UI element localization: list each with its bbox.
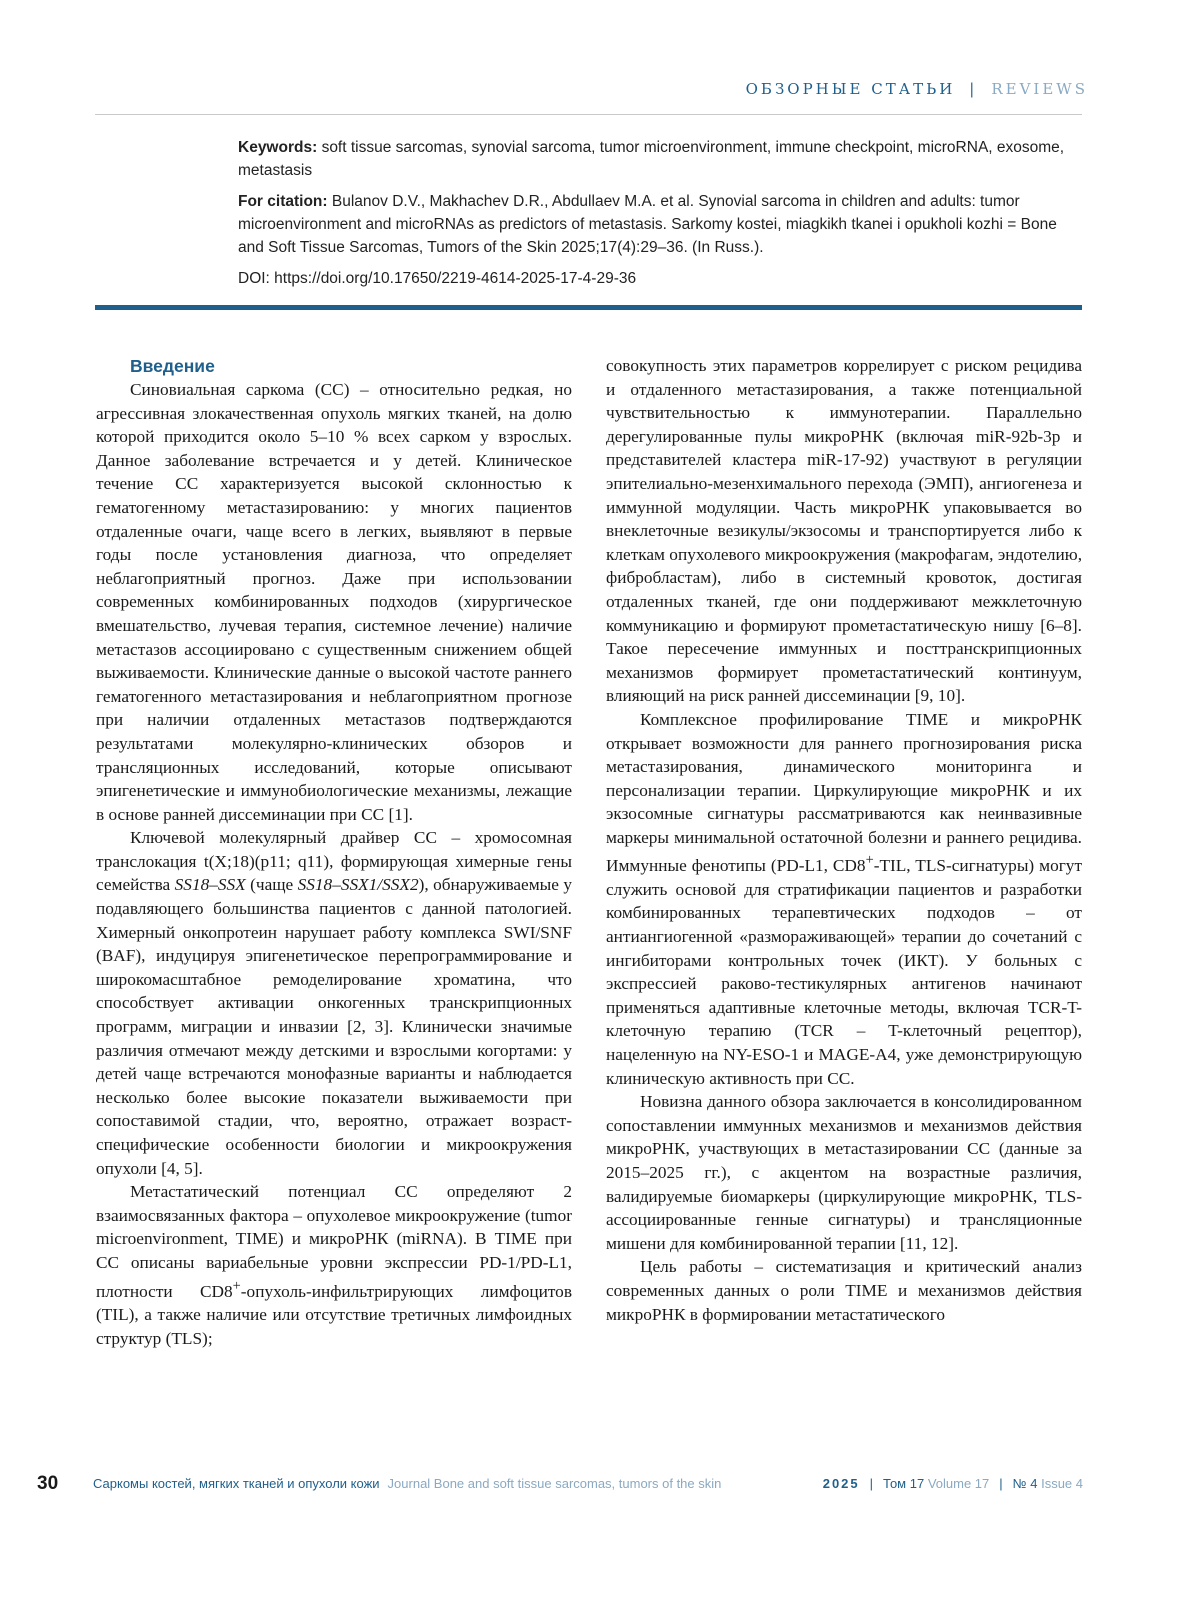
paragraph: Цель работы – систематизация и критический анализ современных данных о роли TIME и механизмов действия микроРНК в формировании метастатического	[606, 1257, 1082, 1324]
paragraph: Комплексное профилирование TIME и микроРНК открывает возможности для раннего прогнозирования риска метастазирования, динамического мониторинга и персонализации терапии. Циркулирующие микроРНК и их экзосомные сигнатуры рассматриваются как неинвазивные маркеры минимальной остаточной болезни и раннего рецидива. Иммунные фенотипы (PD-L1, CD8+-TIL, TLS-сигнатуры) могут служить основой для стратификации пациентов и разработки комбинированных терапевтических подходов – от антиангиогенной «размораживающей» терапии до сочетаний с ингибиторами контрольных точек (ИКТ). У больных с экспрессией раково-тестикулярных антигенов начинают применяться адаптивные клеточные методы, включая TCR-T-клеточную терапию (TCR – T-клеточный рецептор), нацеленную на NY-ESO-1 и MAGE-A4, уже демонстрирующую клиническую активность при СС.	[606, 709, 1082, 1088]
paragraph: Синовиальная саркома (СС) – относительно редкая, но агрессивная злокачественная опухоль мягких тканей, на долю которой приходится около 5–10 % всех сарком у взрослых. Данное заболевание встречается и у детей. Клиническое течение СС характеризуется высокой склонностью к гематогенному метастазированию: у многих пациентов отдаленные очаги, чаще всего в легких, выявляют в первые годы после установления диагноза, что определяет неблагоприятный прогноз. Даже при использовании современных комбинированных подходов (хирургическое вмешательство, лучевая терапия, системное лечение) наличие метастазов ассоциировано с существенным снижением общей выживаемости. Клинические данные о высокой частоте раннего гематогенного метастазирования и неблагоприятном прогнозе при наличии отдаленных метастазов подтверждаются результатами молекулярно-клинических обзоров и трансляционных исследований, которые описывают эпигенетические и иммунобиологические механизмы, лежащие в основе ранней диссеминации при СС [1].	[96, 380, 572, 824]
header-separator: |	[969, 80, 978, 98]
gene-name: SS18–SSX1/SSX2	[297, 875, 419, 895]
footer-separator: |	[869, 1476, 874, 1491]
paragraph: Новизна данного обзора заключается в консолидированном сопоставлении иммунных механизмов и механизмов действия микроРНК, участвующих в метастазировании СС (данные за 2015–2025 гг.), с акцентом на возрастные различия, валидируемые биомаркеры (циркулирующие микроРНК, TLS-ассоциированные генные сигнатуры) и трансляционные мишени для комбинированной терапии [11, 12].	[606, 1092, 1082, 1253]
keywords-label: Keywords:	[238, 139, 318, 156]
journal-title	[93, 1476, 721, 1491]
issue-year: 2025	[822, 1476, 860, 1491]
section-heading-introduction: Введение	[130, 356, 215, 376]
journal-title-ru: Саркомы костей, мягких тканей и опухоли кожи	[93, 1476, 380, 1491]
meta-rule	[95, 305, 1082, 310]
volume-en: Volume 17	[927, 1476, 990, 1491]
volume-ru: Том 17	[883, 1476, 925, 1491]
paragraph: Ключевой молекулярный драйвер СС – хромосомная транслокация t(X;18)(p11; q11), формирующая химерные гены семейства SS18–SSX (чаще SS18–SSX1/SSX2), обнаруживаемые у подавляющего большинства пациентов с данной патологией. Химерный онкопротеин нарушает работу комплекса SWI/SNF (BAF), индуцируя эпигенетическое перепрограммирование и широкомасштабное ремоделирование хроматина, что способствует активации онкогенных транскрипционных программ, миграции и инвазии [2, 3]. Клинически значимые различия отмечают между детскими и взрослыми когортами: у детей чаще встречаются монофазные варианты и наблюдается несколько более высокие показатели выживаемости при сопоставимой стадии, что, вероятно, отражает возраст-специфические особенности биологии и микроокружения опухоли [4, 5].	[96, 828, 572, 1178]
issue-info	[823, 1476, 1083, 1491]
journal-title-en: Journal Bone and soft tissue sarcomas, tumors of the skin	[387, 1476, 722, 1491]
keywords-text: soft tissue sarcomas, synovial sarcoma, tumor microenvironment, immune checkpoint, microRNA, exosome, metastasis	[238, 139, 1065, 179]
paragraph-continued: совокупность этих параметров коррелирует с риском рецидива и отдаленного метастазирования, а также потенциальной чувствительностью к иммунотерапии. Параллельно дерегулированные пулы микроРНК (включая miR-92b-3p и представителей кластера miR-17-92) участвуют в регуляции эпителиально-мезенхимального перехода (ЭМП), ангиогенеза и иммунной модуляции. Часть микроРНК упаковывается во внеклеточные везикулы/экзосомы и транспортируется либо к клеткам опухолевого микроокружения (макрофагам, эндотелию, фибробластам), либо в системный кровоток, достигая отдаленных тканей, где они поддерживают межклеточную коммуникацию и формируют прометастатическую нишу [6–8]. Такое пересечение иммунных и посттранскрипционных механизмов формирует прометастатический континуум, влияющий на риск ранней диссеминации [9, 10].	[606, 356, 1083, 706]
article-meta	[238, 136, 1082, 298]
citation-text: Bulanov D.V., Makhachev D.R., Abdullaev M.A. et al. Synovial sarcoma in children and adults: tumor microenvironment and microRNAs as predictors of metastasis. Sarkomy kostei, miagkikh tkanei i opukholi kozhi = Bone and Soft Tissue Sarcomas, Tumors of the Skin 2025;17(4):29–36. (In Russ.).	[238, 193, 1057, 256]
gene-name: SS18–SSX	[174, 875, 246, 895]
superscript: +	[232, 1277, 241, 1294]
section-title-ru: ОБЗОРНЫЕ СТАТЬИ	[745, 80, 956, 98]
right-column	[606, 354, 1082, 1326]
paragraph: Метастатический потенциал СС определяют 2 взаимосвязанных фактора – опухолевое микроокружение (tumor microenvironment, TIME) и микроРНК (miRNA). В TIME при СС описаны вариабельные уровни экспрессии PD-1/PD-L1, плотности CD8+-опухоль-инфильтрирующих лимфоцитов (TIL), а также наличие или отсутствие третичных лимфоидных структур (TLS);	[96, 1182, 572, 1348]
doi[interactable]: DOI: https://doi.org/10.17650/2219-4614-2025-17-4-29-36	[238, 270, 637, 287]
issue-ru: № 4	[1012, 1476, 1038, 1491]
section-title-en: REVIEWS	[991, 80, 1088, 98]
superscript: +	[865, 852, 874, 869]
citation	[238, 190, 1082, 259]
citation-label: For citation:	[238, 193, 328, 210]
running-header	[746, 80, 1088, 98]
page-number: 30	[37, 1473, 59, 1494]
issue-en: Issue 4	[1041, 1476, 1083, 1491]
left-column	[96, 354, 572, 1350]
page-footer	[37, 1473, 1083, 1496]
keywords	[238, 136, 1082, 182]
footer-separator: |	[999, 1476, 1003, 1491]
header-rule	[95, 114, 1082, 115]
